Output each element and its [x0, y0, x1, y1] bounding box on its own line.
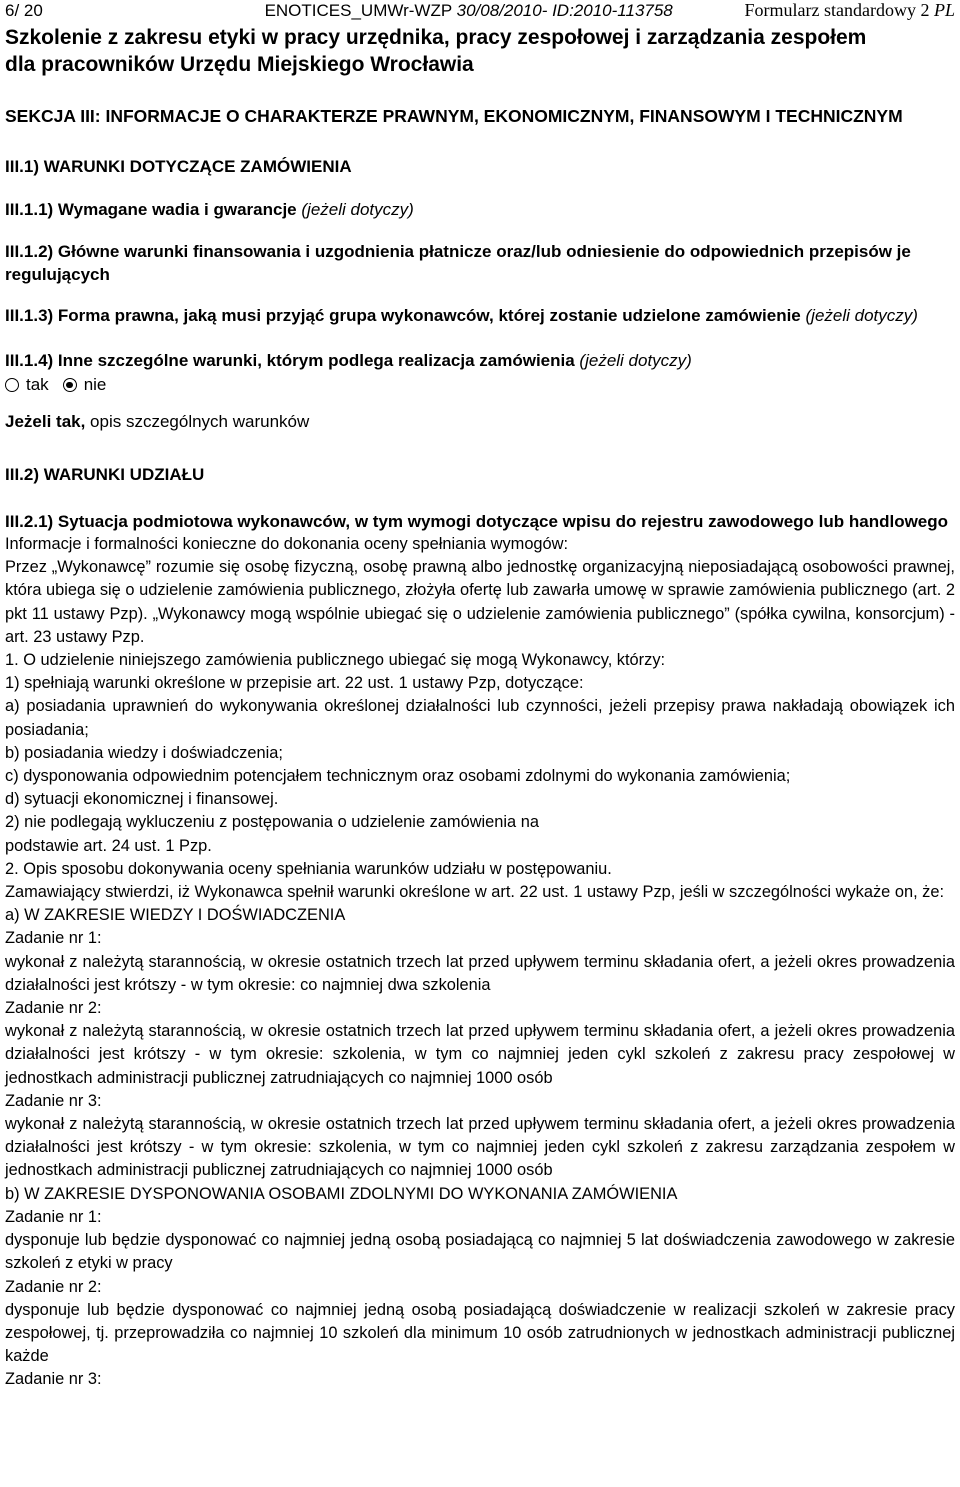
heading-iii-1-1 [5, 198, 955, 222]
paragraph: Zadanie nr 1: [5, 929, 102, 948]
radio-checked-icon [63, 378, 77, 392]
radio-unchecked-icon [5, 378, 19, 392]
heading-iii-1-1-label: III.1.1) Wymagane wadia i gwarancje [5, 200, 297, 219]
paragraph: d) sytuacji ekonomicznej i finansowej. [5, 790, 279, 809]
paragraph: Zadanie nr 2: [5, 999, 102, 1018]
notice-ref-prefix: ENOTICES_UMWr-WZP [264, 1, 457, 20]
section-heading: SEKCJA III: INFORMACJE O CHARAKTERZE PRAWNYM, EKONOMICZNYM, FINANSOWYM I TECHNICZNYM [5, 106, 903, 126]
paragraph: Zadanie nr 1: [5, 1207, 102, 1226]
special-conditions-description [5, 410, 955, 434]
radio-nie-label: nie [83, 375, 107, 394]
paragraph: Zadanie nr 3: [5, 1370, 102, 1389]
paragraph: dysponuje lub będzie dysponować co najmniej jedną osobą posiadającą doświadczenie w realizacji szkoleń w zakresie pracy zespołowej, tj. przeprowadziła co najmniej 10 szkoleń dla minimum 10 osób zatrudnionych w jednostkach administracji publicznej każde [5, 1300, 955, 1366]
jezeli-bold: Jeżeli tak, [5, 412, 86, 431]
page-header [5, 0, 955, 22]
paragraph: dysponuje lub będzie dysponować co najmniej jedną osobą posiadającą co najmniej 5 lat doświadczenia zawodowego w zakresie szkoleń z etyki w pracy [5, 1231, 955, 1273]
paragraph: c) dysponowania odpowiednim potencjałem technicznym oraz osobami zdolnymi do wykonania zamówienia; [5, 767, 791, 786]
paragraph: 2) nie podlegają wykluczeniu z postępowania o udzielenie zamówienia na [5, 813, 539, 832]
jezeli-rest: opis szczególnych warunków [85, 412, 310, 431]
paragraph: 1) spełniają warunki określone w przepisie art. 22 ust. 1 ustawy Pzp, dotyczące: [5, 674, 584, 693]
page-number: 6/ 20 [5, 1, 43, 20]
radio-nie[interactable] [63, 373, 107, 397]
paragraph: podstawie art. 24 ust. 1 Pzp. [5, 836, 212, 855]
paragraph: Przez „Wykonawcę” rozumie się osobę fizyczną, osobę prawną albo jednostkę organizacyjną nieposiadającą osobowości prawnej, która ubiega się o udzielenie zamówienia publicznego, złożyła ofertę lub zawarła umowę w sprawie zamówienia publicznego (art. 2 pkt 11 ustawy Pzp). „Wykonawcy mogą wspólnie ubiegać się o udzielenie zamówienia publicznego” (spółka cywilna, konsorcjum) - art. 23 ustawy Pzp. [5, 558, 955, 646]
heading-iii-2: III.2) WARUNKI UDZIAŁU [5, 465, 205, 484]
form-type-name: Formularz standardowy 2 [744, 0, 934, 20]
heading-iii-1-3-note: (jeżeli dotyczy) [805, 306, 918, 325]
paragraph: b) W ZAKRESIE DYSPONOWANIA OSOBAMI ZDOLNYMI DO WYKONANIA ZAMÓWIENIA [5, 1184, 678, 1203]
heading-iii-2-1: III.2.1) Sytuacja podmiotowa wykonawców, w tym wymogi dotyczące wpisu do rejestru zawodowego lub handlowego [5, 512, 949, 531]
paragraph: Zadanie nr 2: [5, 1277, 102, 1296]
heading-iii-1-2: III.1.2) Główne warunki finansowania i uzgodnienia płatnicze oraz/lub odniesienie do odpowiednich przepisów je regulujących [5, 242, 911, 284]
heading-iii-1-4 [5, 349, 955, 373]
paragraph: a) W ZAKRESIE WIEDZY I DOŚWIADCZENIA [5, 906, 346, 925]
notice-reference [43, 1, 745, 21]
radio-group-special-conditions [5, 373, 955, 397]
paragraph: Informacje i formalności konieczne do dokonania oceny spełniania wymogów: [5, 535, 569, 553]
notice-ref-date: 30/08/2010 [456, 1, 542, 20]
title-line-1: Szkolenie z zakresu etyki w pracy urzędnika, pracy zespołowej i zarządzania zespołem [5, 26, 867, 49]
paragraph: Zadanie nr 3: [5, 1091, 102, 1110]
heading-iii-1-3 [5, 304, 955, 328]
heading-iii-1-4-label: III.1.4) Inne szczególne warunki, którym podlega realizacja zamówienia [5, 351, 575, 370]
title-line-2: dla pracowników Urzędu Miejskiego Wrocławia [5, 53, 474, 76]
paragraph: 2. Opis sposobu dokonywania oceny spełniania warunków udziału w postępowaniu. [5, 859, 612, 878]
paragraph: wykonał z należytą starannością, w okresie ostatnich trzech lat przed upływem terminu składania ofert, a jeżeli okres prowadzenia działalności jest krótszy - w tym okresie: szkolenia, w tym co najmniej jeden cykl szkoleń z zakresu zarządzania zespołem w jednostkach administracji publicznej zatrudniających co najmniej 1000 osób [5, 1115, 955, 1180]
paragraph: wykonał z należytą starannością, w okresie ostatnich trzech lat przed upływem terminu składania ofert, a jeżeli okres prowadzenia działalności jest krótszy - w tym okresie: szkolenia, w tym co najmniej jeden cykl szkoleń z zakresu pracy zespołowej w jednostkach administracji publicznej zatrudniających co najmniej 1000 osób [5, 1022, 955, 1087]
notice-ref-id: - ID:2010-113758 [541, 1, 673, 20]
heading-iii-1: III.1) WARUNKI DOTYCZĄCE ZAMÓWIENIA [5, 157, 352, 176]
heading-iii-1-1-note: (jeżeli dotyczy) [301, 200, 414, 219]
form-type-label [745, 0, 955, 20]
heading-iii-1-3-label: III.1.3) Forma prawna, jaką musi przyjąć grupa wykonawców, której zostanie udzielone zamówienie [5, 306, 801, 325]
heading-iii-1-4-note: (jeżeli dotyczy) [579, 351, 692, 370]
paragraph: 1. O udzielenie niniejszego zamówienia publicznego ubiegać się mogą Wykonawcy, którzy: [5, 651, 666, 670]
body-text [5, 533, 955, 1392]
radio-tak-label: tak [26, 375, 49, 394]
radio-tak[interactable] [5, 373, 49, 397]
document-title [5, 24, 955, 78]
form-language: PL [933, 0, 955, 20]
paragraph: Zamawiający stwierdzi, iż Wykonawca spełnił warunki określone w art. 22 ust. 1 ustawy Pzp, jeśli w szczególności wykaże on, że: [5, 883, 945, 902]
paragraph: wykonał z należytą starannością, w okresie ostatnich trzech lat przed upływem terminu składania ofert, a jeżeli okres prowadzenia działalności jest krótszy - w tym okresie: co najmniej dwa szkolenia [5, 952, 955, 994]
paragraph: b) posiadania wiedzy i doświadczenia; [5, 743, 283, 762]
paragraph: a) posiadania uprawnień do wykonywania określonej działalności lub czynności, jeżeli przepisy prawa nakładają obowiązek ich posiadania; [5, 697, 955, 739]
